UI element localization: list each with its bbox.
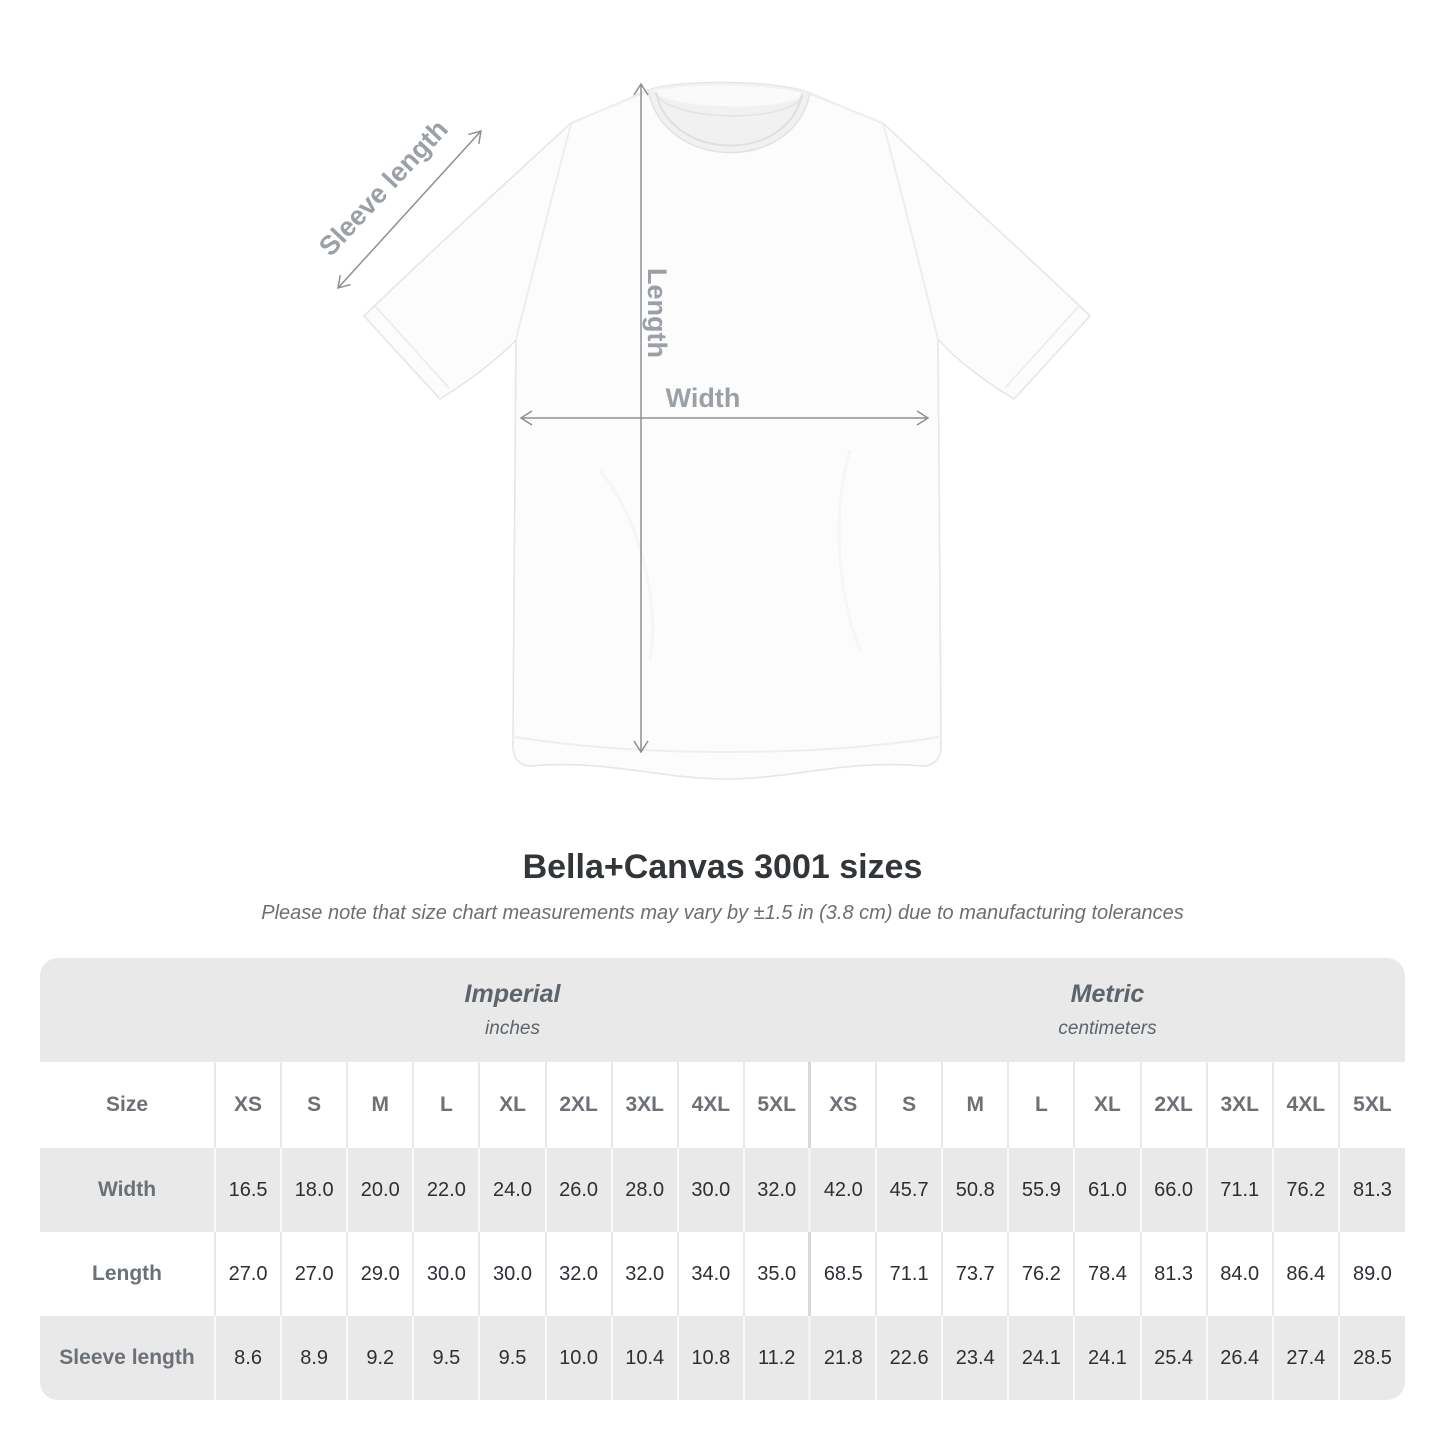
value-cell: 27.0 — [281, 1232, 347, 1316]
value-cell: 35.0 — [744, 1232, 810, 1316]
value-cell: 32.0 — [744, 1148, 810, 1232]
value-cell: 30.0 — [678, 1148, 744, 1232]
value-cell: 9.5 — [479, 1316, 545, 1400]
metric-header-cell — [810, 958, 1405, 1062]
value-cell: 23.4 — [942, 1316, 1008, 1400]
size-column-header: XL — [479, 1062, 545, 1148]
size-column-header: S — [876, 1062, 942, 1148]
value-cell: 20.0 — [347, 1148, 413, 1232]
value-cell: 22.0 — [413, 1148, 479, 1232]
value-cell: 16.5 — [215, 1148, 281, 1232]
size-column-header: XS — [215, 1062, 281, 1148]
value-cell: 34.0 — [678, 1232, 744, 1316]
value-cell: 9.2 — [347, 1316, 413, 1400]
tolerance-note: Please note that size chart measurements may vary by ±1.5 in (3.8 cm) due to manufacturing tolerances — [261, 902, 1184, 924]
row-label: Width — [40, 1148, 215, 1232]
metric-label: Metric — [1070, 980, 1145, 1008]
size-column-header: 5XL — [1339, 1062, 1405, 1148]
value-cell: 61.0 — [1074, 1148, 1140, 1232]
value-cell: 30.0 — [413, 1232, 479, 1316]
value-cell: 10.4 — [612, 1316, 678, 1400]
value-cell: 9.5 — [413, 1316, 479, 1400]
tshirt-outline — [364, 82, 1090, 779]
value-cell: 84.0 — [1207, 1232, 1273, 1316]
value-cell: 8.9 — [281, 1316, 347, 1400]
size-header-label: Size — [40, 1062, 215, 1148]
value-cell: 26.0 — [546, 1148, 612, 1232]
imperial-label: Imperial — [464, 980, 561, 1008]
size-table — [40, 958, 1405, 1400]
metric-unit-label: centimeters — [1058, 1018, 1157, 1039]
value-cell: 73.7 — [942, 1232, 1008, 1316]
width-label: Width — [665, 383, 741, 413]
value-cell: 71.1 — [876, 1232, 942, 1316]
size-column-header: 4XL — [678, 1062, 744, 1148]
value-cell: 50.8 — [942, 1148, 1008, 1232]
value-cell: 24.1 — [1074, 1316, 1140, 1400]
value-cell: 81.3 — [1339, 1148, 1405, 1232]
size-column-header: 3XL — [1207, 1062, 1273, 1148]
sleeve-length-label: Sleeve length — [313, 113, 454, 262]
row-label: Sleeve length — [40, 1316, 215, 1400]
value-cell: 24.1 — [1008, 1316, 1074, 1400]
value-cell: 21.8 — [810, 1316, 876, 1400]
value-cell: 28.5 — [1339, 1316, 1405, 1400]
size-column-header: S — [281, 1062, 347, 1148]
value-cell: 66.0 — [1141, 1148, 1207, 1232]
value-cell: 29.0 — [347, 1232, 413, 1316]
value-cell: 86.4 — [1273, 1232, 1339, 1316]
value-cell: 76.2 — [1008, 1232, 1074, 1316]
value-cell: 30.0 — [479, 1232, 545, 1316]
imperial-unit-label: inches — [485, 1018, 540, 1039]
value-cell: 22.6 — [876, 1316, 942, 1400]
size-column-header: 3XL — [612, 1062, 678, 1148]
length-label: Length — [642, 268, 672, 358]
value-cell: 42.0 — [810, 1148, 876, 1232]
size-column-header: L — [413, 1062, 479, 1148]
value-cell: 10.8 — [678, 1316, 744, 1400]
value-cell: 55.9 — [1008, 1148, 1074, 1232]
table-corner-cell — [40, 958, 215, 1062]
value-cell: 89.0 — [1339, 1232, 1405, 1316]
size-column-header: 2XL — [546, 1062, 612, 1148]
value-cell: 8.6 — [215, 1316, 281, 1400]
page-title: Bella+Canvas 3001 sizes — [522, 848, 923, 886]
value-cell: 32.0 — [546, 1232, 612, 1316]
size-column-header: XL — [1074, 1062, 1140, 1148]
value-cell: 27.0 — [215, 1232, 281, 1316]
value-cell: 78.4 — [1074, 1232, 1140, 1316]
size-table-container — [40, 958, 1405, 1400]
size-column-header: 4XL — [1273, 1062, 1339, 1148]
size-column-header: 5XL — [744, 1062, 810, 1148]
value-cell: 11.2 — [744, 1316, 810, 1400]
value-cell: 24.0 — [479, 1148, 545, 1232]
size-column-header: L — [1008, 1062, 1074, 1148]
value-cell: 25.4 — [1141, 1316, 1207, 1400]
size-column-header: M — [942, 1062, 1008, 1148]
value-cell: 28.0 — [612, 1148, 678, 1232]
row-label: Length — [40, 1232, 215, 1316]
value-cell: 27.4 — [1273, 1316, 1339, 1400]
value-cell: 45.7 — [876, 1148, 942, 1232]
value-cell: 81.3 — [1141, 1232, 1207, 1316]
imperial-header-cell — [215, 958, 810, 1062]
value-cell: 76.2 — [1273, 1148, 1339, 1232]
size-column-header: XS — [810, 1062, 876, 1148]
size-column-header: 2XL — [1141, 1062, 1207, 1148]
value-cell: 71.1 — [1207, 1148, 1273, 1232]
value-cell: 10.0 — [546, 1316, 612, 1400]
value-cell: 26.4 — [1207, 1316, 1273, 1400]
size-column-header: M — [347, 1062, 413, 1148]
value-cell: 32.0 — [612, 1232, 678, 1316]
value-cell: 68.5 — [810, 1232, 876, 1316]
value-cell: 18.0 — [281, 1148, 347, 1232]
